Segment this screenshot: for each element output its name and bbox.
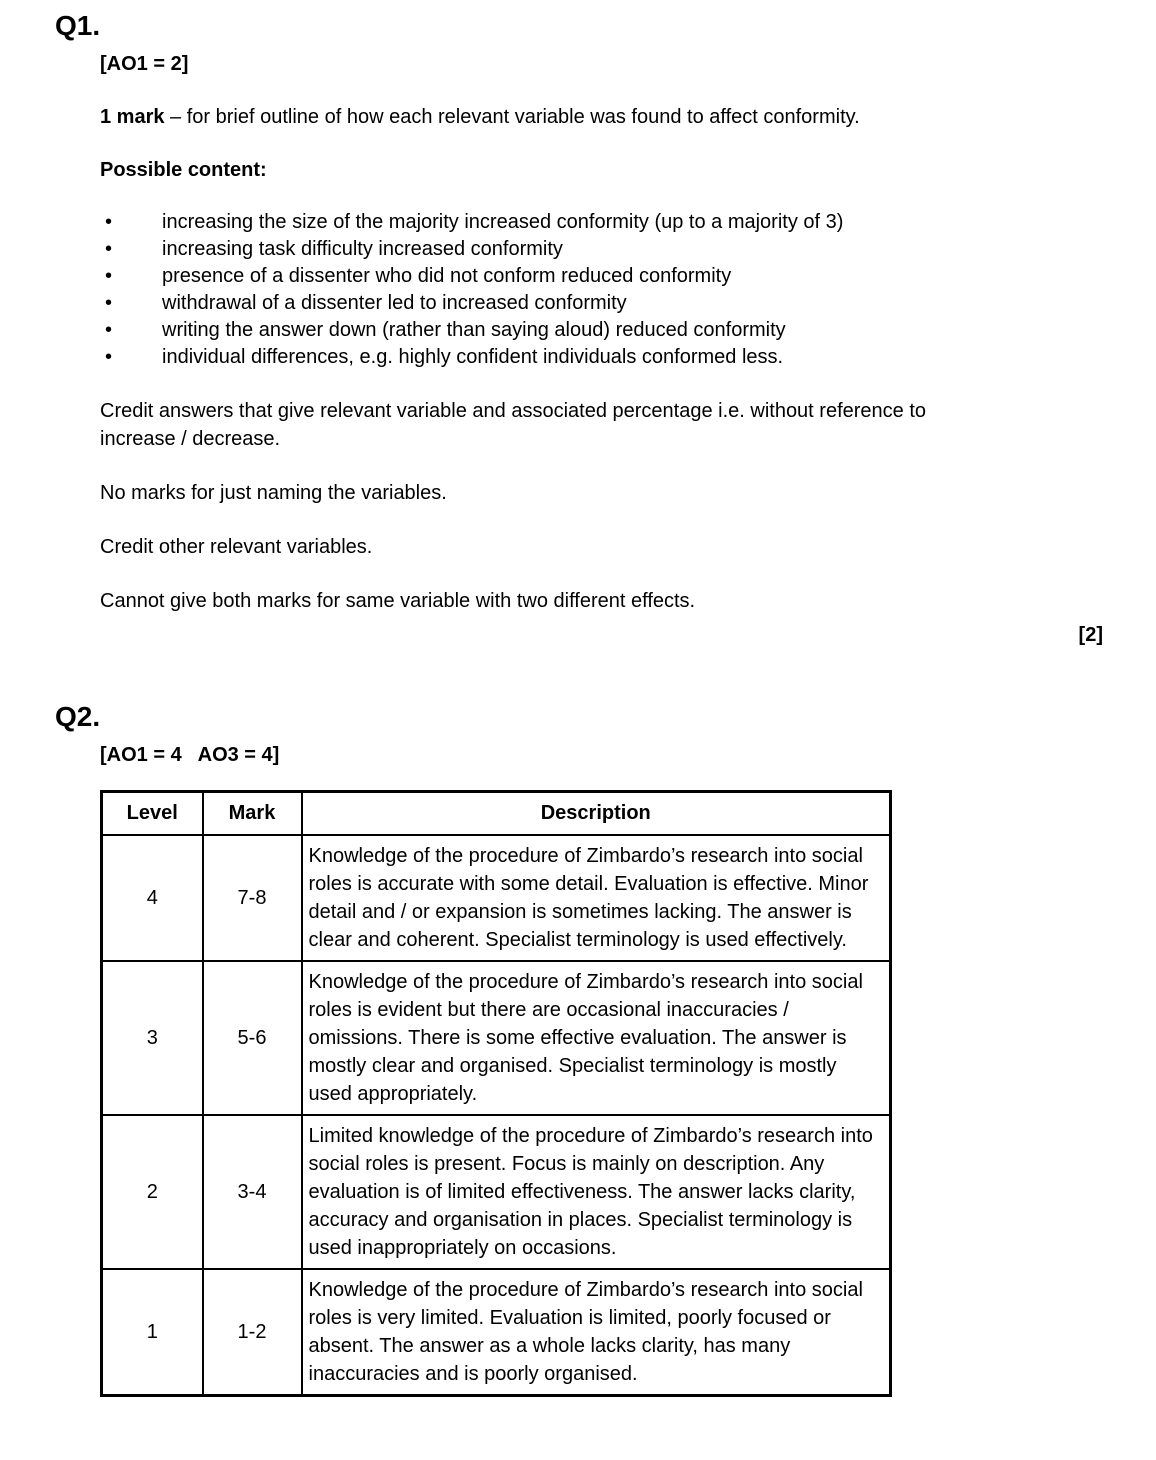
q1-marking-note: Credit other relevant variables. [100,536,373,558]
table-row-level-1 [102,1269,891,1396]
level-column-header: Level [102,792,203,836]
description-column-header: Description [302,792,891,836]
bullet-item: • withdrawal of a dissenter led to increased conformity [100,290,1103,317]
q1-possible-content-heading: Possible content: [100,159,267,181]
q1-mark-guidance-text: – for brief outline of how each relevant variable was found to affect conformity. [164,106,860,128]
q1-mark-guidance [100,103,1080,131]
bullet-item: • increasing task difficulty increased conformity [100,236,1103,263]
mark-column-header: Mark [203,792,302,836]
bullet-item: • writing the answer down (rather than saying aloud) reduced conformity [100,317,1103,344]
q1-ao-tags: [AO1 = 2] [100,53,189,75]
level-descriptor-table [100,790,892,1397]
q1-content-bullet-list [100,209,1103,371]
question-1-section [55,10,1103,649]
table-row-level-2 [102,1115,891,1269]
mark-cell: 7-8 [203,835,302,961]
table-row-level-3 [102,961,891,1115]
q1-marking-note: Cannot give both marks for same variable with two different effects. [100,590,696,612]
q1-total-marks: [2] [1078,624,1103,646]
bullet-item: • increasing the size of the majority increased conformity (up to a majority of 3) [100,209,1103,236]
description-cell: Limited knowledge of the procedure of Zimbardo’s research into social roles is present. Focus is mainly on description. Any evaluation is of limited effectiveness. The answer lacks clarity, accuracy and organisation in places. Specialist terminology is used inappropriately on occasions. [302,1115,891,1269]
question-1-label: Q1. [55,10,101,41]
mark-cell: 5-6 [203,961,302,1115]
table-row-level-4 [102,835,891,961]
bullet-item: • individual differences, e.g. highly confident individuals conformed less. [100,344,1103,371]
description-cell: Knowledge of the procedure of Zimbardo’s research into social roles is accurate with some detail. Evaluation is effective. Minor detail and / or expansion is sometimes lacking. The answer is clear and coherent. Specialist terminology is used effectively. [302,835,891,961]
question-2-content [100,741,1103,1397]
description-cell: Knowledge of the procedure of Zimbardo’s research into social roles is very limited. Evaluation is limited, poorly focused or absent. The answer as a whole lacks clarity, has many inaccuracies and is poorly organised. [302,1269,891,1396]
q2-ao-tags: [AO1 = 4 AO3 = 4] [100,744,280,766]
table-header-row [102,792,891,836]
level-cell: 3 [102,961,203,1115]
q1-mark-allocation: 1 mark [100,106,165,128]
mark-cell: 1-2 [203,1269,302,1396]
q1-marking-note: No marks for just naming the variables. [100,482,447,504]
level-cell: 2 [102,1115,203,1269]
question-1-content [100,50,1103,649]
bullet-item: • presence of a dissenter who did not conform reduced conformity [100,263,1103,290]
level-cell: 1 [102,1269,203,1396]
description-cell: Knowledge of the procedure of Zimbardo’s research into social roles is evident but there are occasional inaccuracies / omissions. There is some effective evaluation. The answer is mostly clear and organised. Specialist terminology is mostly used appropriately. [302,961,891,1115]
level-cell: 4 [102,835,203,961]
mark-cell: 3-4 [203,1115,302,1269]
question-2-section [55,701,1103,1397]
q1-marking-note: Credit answers that give relevant variable and associated percentage i.e. without reference to increase / decrease. [100,400,927,450]
question-2-label: Q2. [55,701,101,732]
